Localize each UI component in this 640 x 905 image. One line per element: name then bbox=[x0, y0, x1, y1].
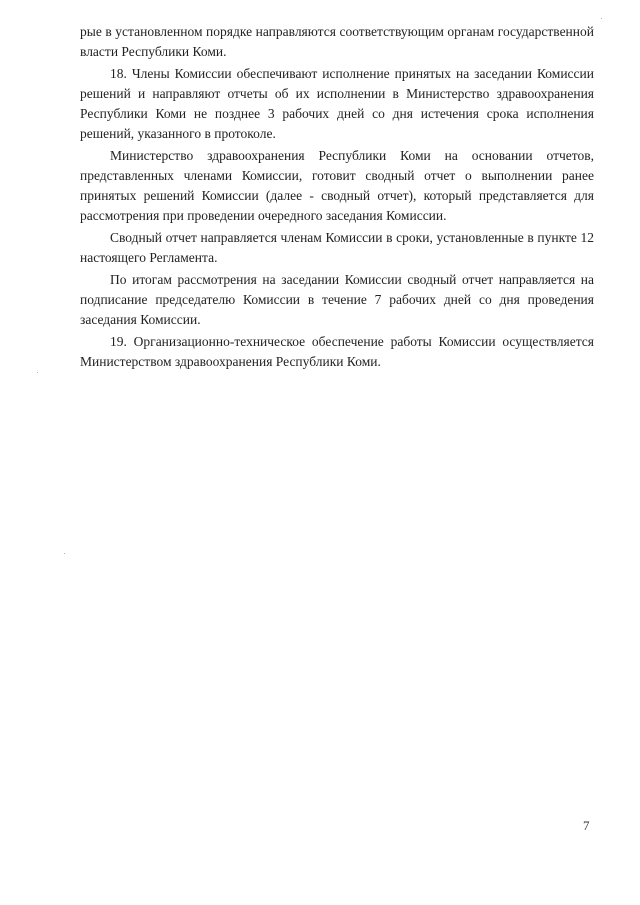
paragraph-item-18: 18. Члены Комиссии обеспечивают исполнение принятых на заседании Комиссии решений и направляют отчеты об их исполнении в Министерство здравоохранения Республики Коми не позднее 3 рабочих дней со дня истечения срока исполнения решений, указанного в протоколе. bbox=[80, 66, 594, 141]
paragraph-summary-report: Министерство здравоохранения Республики Коми на основании отчетов, представленных членами Комиссии, готовит сводный отчет о выполнении ранее принятых решений Комиссии (далее - сводный отчет), который представляется для рассмотрения при проведении очередного заседания Комиссии. bbox=[80, 148, 594, 223]
scan-speck bbox=[601, 18, 602, 19]
scan-speck bbox=[37, 372, 38, 373]
paragraph-report-signing: По итогам рассмотрения на заседании Комиссии сводный отчет направляется на подписание председателю Комиссии в течение 7 рабочих дней со дня проведения заседания Комиссии. bbox=[80, 272, 594, 327]
paragraph-continuation: рые в установленном порядке направляются соответствующим органам государственной власти Республики Коми. bbox=[80, 24, 594, 59]
page-number: 7 bbox=[583, 818, 590, 833]
scan-speck bbox=[64, 553, 65, 554]
document-body bbox=[80, 22, 594, 374]
paragraph-item-19: 19. Организационно-техническое обеспечение работы Комиссии осуществляется Министерством здравоохранения Республики Коми. bbox=[80, 334, 594, 369]
paragraph-report-deadline: Сводный отчет направляется членам Комиссии в сроки, установленные в пункте 12 настоящего Регламента. bbox=[80, 230, 594, 265]
